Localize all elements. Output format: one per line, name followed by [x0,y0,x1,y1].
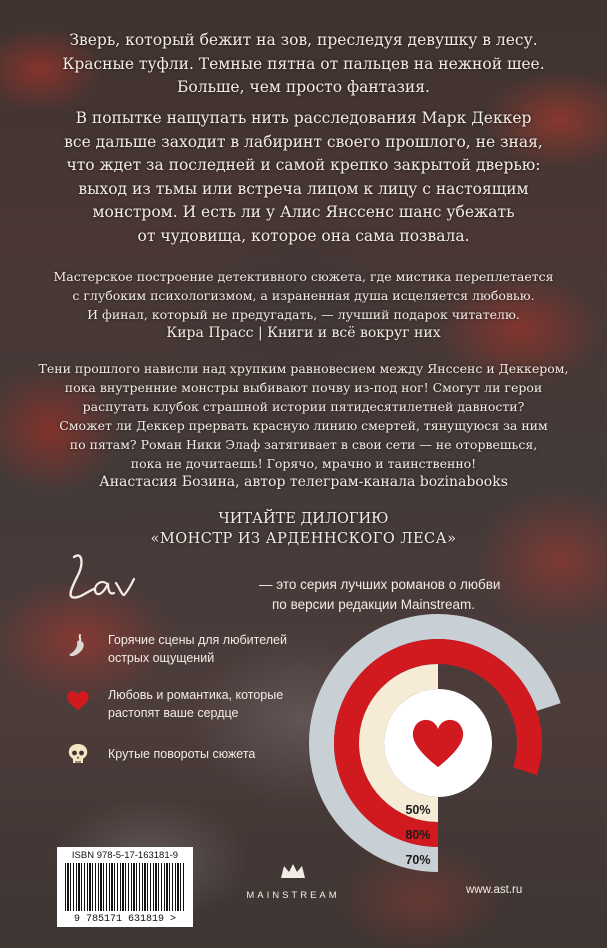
ring-arc-80 [347,651,530,834]
series-line2: «МОНСТР ИЗ АРДЕННСКОГО ЛЕСА» [150,531,457,547]
feature-label [108,631,287,667]
lav-desc-line2: по версии редакции Mainstream. [272,597,476,612]
feature-hot-scenes [64,631,287,667]
feature-label [108,740,255,763]
ring-label-80: 80% [405,828,431,842]
intro-text [20,29,587,100]
review-line: И финал, который не предугадать, — лучший подарок читателю. [87,307,520,322]
ring-arc-50 [372,677,439,810]
barcode-digits: 9 785171 631819 > [57,914,193,925]
feature-romance [64,686,283,722]
review-line: Мастерское построение детективного сюжета, где мистика переплетается [53,269,554,284]
review-line: Тени прошлого нависли над хрупким равновесием между Янссенс и Деккером, [38,361,569,376]
intro-line: Красные туфли. Темные пятна от пальцев на нежной шее. [62,54,545,73]
review-line: пока не дочитаешь! Горячо, мрачно и таинственно! [130,456,477,471]
review-line: с глубоким психологизмом, а израненная душа исцеляется любовью. [72,288,535,303]
isbn-barcode [57,847,193,927]
synopsis-line: монстром. И есть ли у Алис Янссенс шанс убежать [92,203,515,221]
intro-line: Зверь, который бежит на зов, преследуя девушку в лесу. [69,31,538,49]
review-kira-prass [15,267,592,343]
chili-pepper-icon [64,631,92,659]
review-line: по пятам? Роман Ники Элаф затягивает в свои сети — не оторвешься, [69,437,538,452]
crown-icon [279,862,307,880]
website-link[interactable]: www.ast.ru [466,884,523,896]
feature-label-line: острых ощущений [108,651,215,665]
synopsis-line: В попытке нащупать нить расследования Марк Деккер [75,109,532,127]
review-line: пока внутренние монстры выбивают почву из-под ног! Смогут ли герои [64,380,543,395]
review-line: распутать клубок страшной истории пятидесятилетней давности? [82,399,525,414]
feature-label-line: Крутые повороты сюжета [108,747,256,761]
heart-icon [64,686,92,714]
feature-label-line: Любовь и романтика, которые [108,688,284,702]
feature-label-line: растопят ваше сердце [108,706,239,720]
lav-description [259,575,500,615]
synopsis-line: от чудовища, которое она сама позвала. [137,226,470,245]
series-heading [20,509,587,549]
review-line: Сможет ли Деккер прервать красную линию смертей, тянущуюся за ним [59,418,548,433]
review-author: Кира Прасс | Книги и всё вокруг них [166,325,441,341]
lav-desc-line1: — это серия лучших романов о любви [259,577,501,592]
skull-icon [64,740,92,768]
lav-logo [60,545,150,605]
barcode-bars [65,863,185,911]
isbn-number: ISBN 978-5-17-163181-9 [71,850,179,861]
series-line1: ЧИТАЙТЕ ДИЛОГИЮ [218,511,389,527]
synopsis-line: выход из тьмы или встреча лицом к лицу с настоящим [78,179,529,198]
ring-arc-70 [322,627,549,860]
chart-center-disc [384,689,492,797]
feature-label [108,686,283,722]
intro-line: Больше, чем просто фантазия. [177,78,430,96]
heart-icon [413,720,463,767]
review-bozina [10,359,597,492]
synopsis-text [20,107,587,248]
synopsis-line: что ждет за последней и самой крепко закрытой дверью: [66,156,541,174]
synopsis-line: все дальше заходит в лабиринт своего прошлого, не зная, [64,132,543,151]
review-author: Анастасия Бозина, автор телеграм-канала bozinabooks [99,474,508,490]
feature-label-line: Горячие сцены для любителей [108,633,287,647]
publisher-logo [238,862,348,901]
publisher-name: MAINSTREAM [246,890,340,901]
ring-label-50: 50% [405,803,431,817]
ring-label-70: 70% [405,853,431,867]
feature-plot-twists [64,740,255,768]
